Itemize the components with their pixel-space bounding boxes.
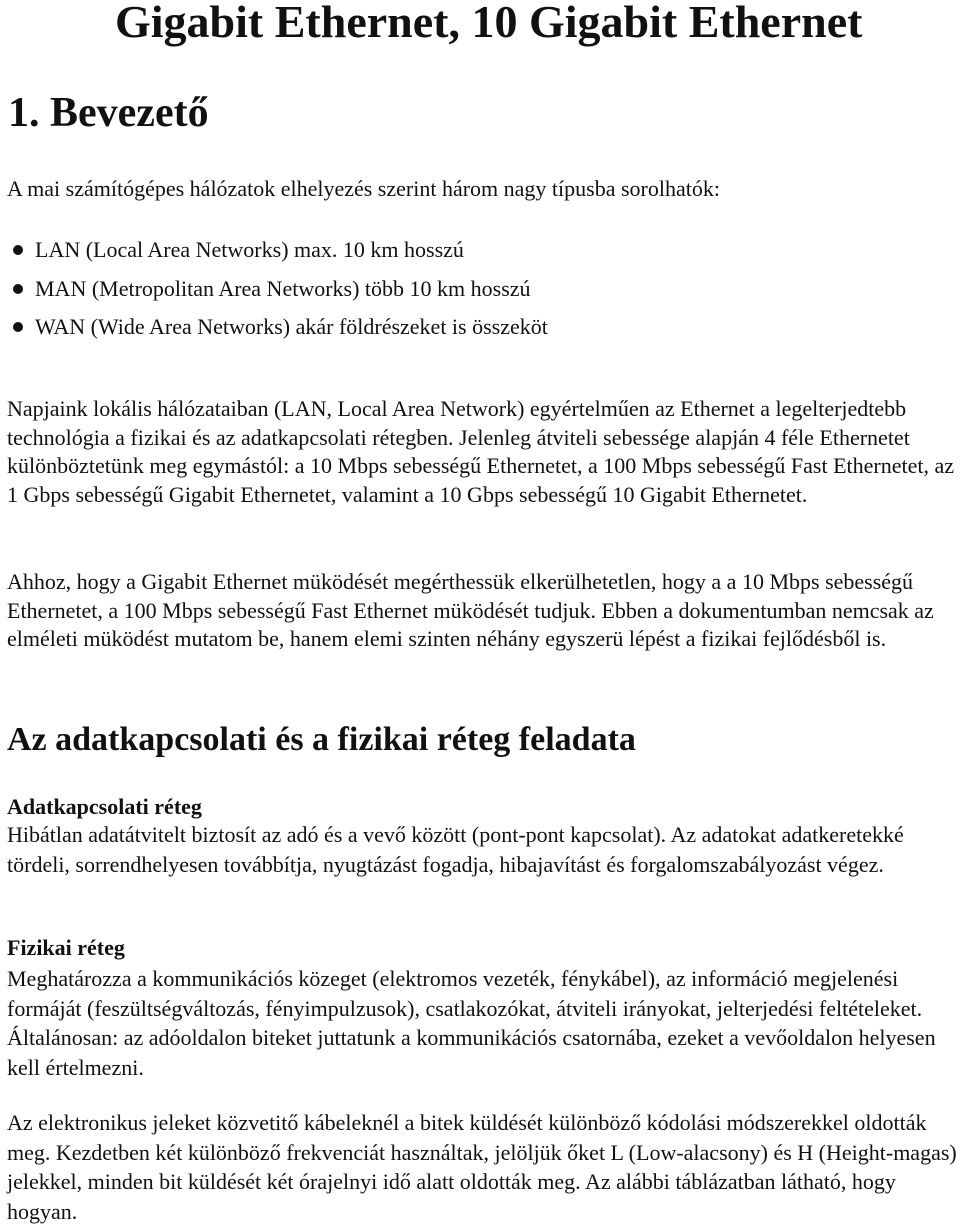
paragraph-encoding: Az elektronikus jeleket közvetitő kábeleknél a bitek küldését különböző kódolási módszerekkel oldották meg. Kezdetben két különböző frekvenciát használtak, jelöljük őket L (Low-alacsony) és H (Height-magas) jelekkel, minden bit küldését két órajelnyi idő alatt oldották meg. Az alábbi táblázatban látható, hogy hogyan.	[7, 1110, 957, 1224]
intro-paragraph: A mai számítógépes hálózatok elhelyezés szerint három nagy típusba sorolhatók:	[7, 176, 720, 201]
document-title: Gigabit Ethernet, 10 Gigabit Ethernet	[115, 0, 863, 47]
section-heading-layers: Az adatkapcsolati és a fizikai réteg feladata	[7, 721, 636, 758]
section-heading-introduction: 1. Bevezető	[8, 90, 209, 136]
bullet-icon	[13, 284, 23, 294]
bullet-icon	[13, 322, 23, 332]
list-item-text: WAN (Wide Area Networks) akár földrészeket is összeköt	[35, 314, 548, 339]
paragraph-datalink-layer: Hibátlan adatátvitelt biztosít az adó és a vevő között (pont-pont kapcsolat). Az adatokat adatkeretekké tördeli, sorrendhelyesen továbbítja, nyugtázást fogadja, hibajavítást és forgalomszabályozást végez.	[7, 822, 904, 877]
list-item	[0, 270, 900, 309]
paragraph-document-purpose: Ahhoz, hogy a Gigabit Ethernet müködését megérthessük elkerülhetetlen, hogy a a 10 Mbps sebességű Ethernetet, a 100 Mbps sebességű Fast Ethernet müködését tudjuk. Ebben a dokumentumban nemcsak az elméleti müködést mutatom be, hanem elemi szinten néhány egyszerü lépést a fizikai fejlődésből is.	[7, 569, 934, 651]
network-types-list	[0, 231, 900, 347]
paragraph-physical-layer: Meghatározza a kommunikációs közeget (elektromos vezeték, fénykábel), az információ megjelenési formáját (feszültségváltozás, fényimpulzusok), csatlakozókat, átviteli irányokat, jelterjedési feltételeket. Általánosan: az adóoldalon biteket juttatunk a kommunikációs csatornába, ezeket a vevőoldalon helyesen kell értelmezni.	[7, 966, 936, 1080]
list-item-text: MAN (Metropolitan Area Networks) több 10 km hosszú	[35, 275, 531, 301]
list-item	[0, 231, 900, 270]
list-item-text: LAN (Local Area Networks) max. 10 km hosszú	[35, 237, 464, 262]
subheading-physical-layer: Fizikai réteg	[7, 935, 125, 960]
bullet-icon	[13, 245, 23, 255]
paragraph-ethernet-overview: Napjaink lokális hálózataiban (LAN, Local Area Network) egyértelműen az Ethernet a legelterjedtebb technológia a fizikai és az adatkapcsolati rétegben. Jelenleg átviteli sebessége alapján 4 féle Ethernetet különböztetünk meg egymástól: a 10 Mbps sebességű Ethernetet, a 100 Mbps sebességű Fast Ethernetet, az 1 Gbps sebességű Gigabit Ethernetet, valamint a 10 Gbps sebességű 10 Gigabit Ethernetet.	[7, 396, 955, 507]
list-item	[0, 308, 900, 347]
subheading-datalink-layer: Adatkapcsolati réteg	[7, 794, 202, 819]
